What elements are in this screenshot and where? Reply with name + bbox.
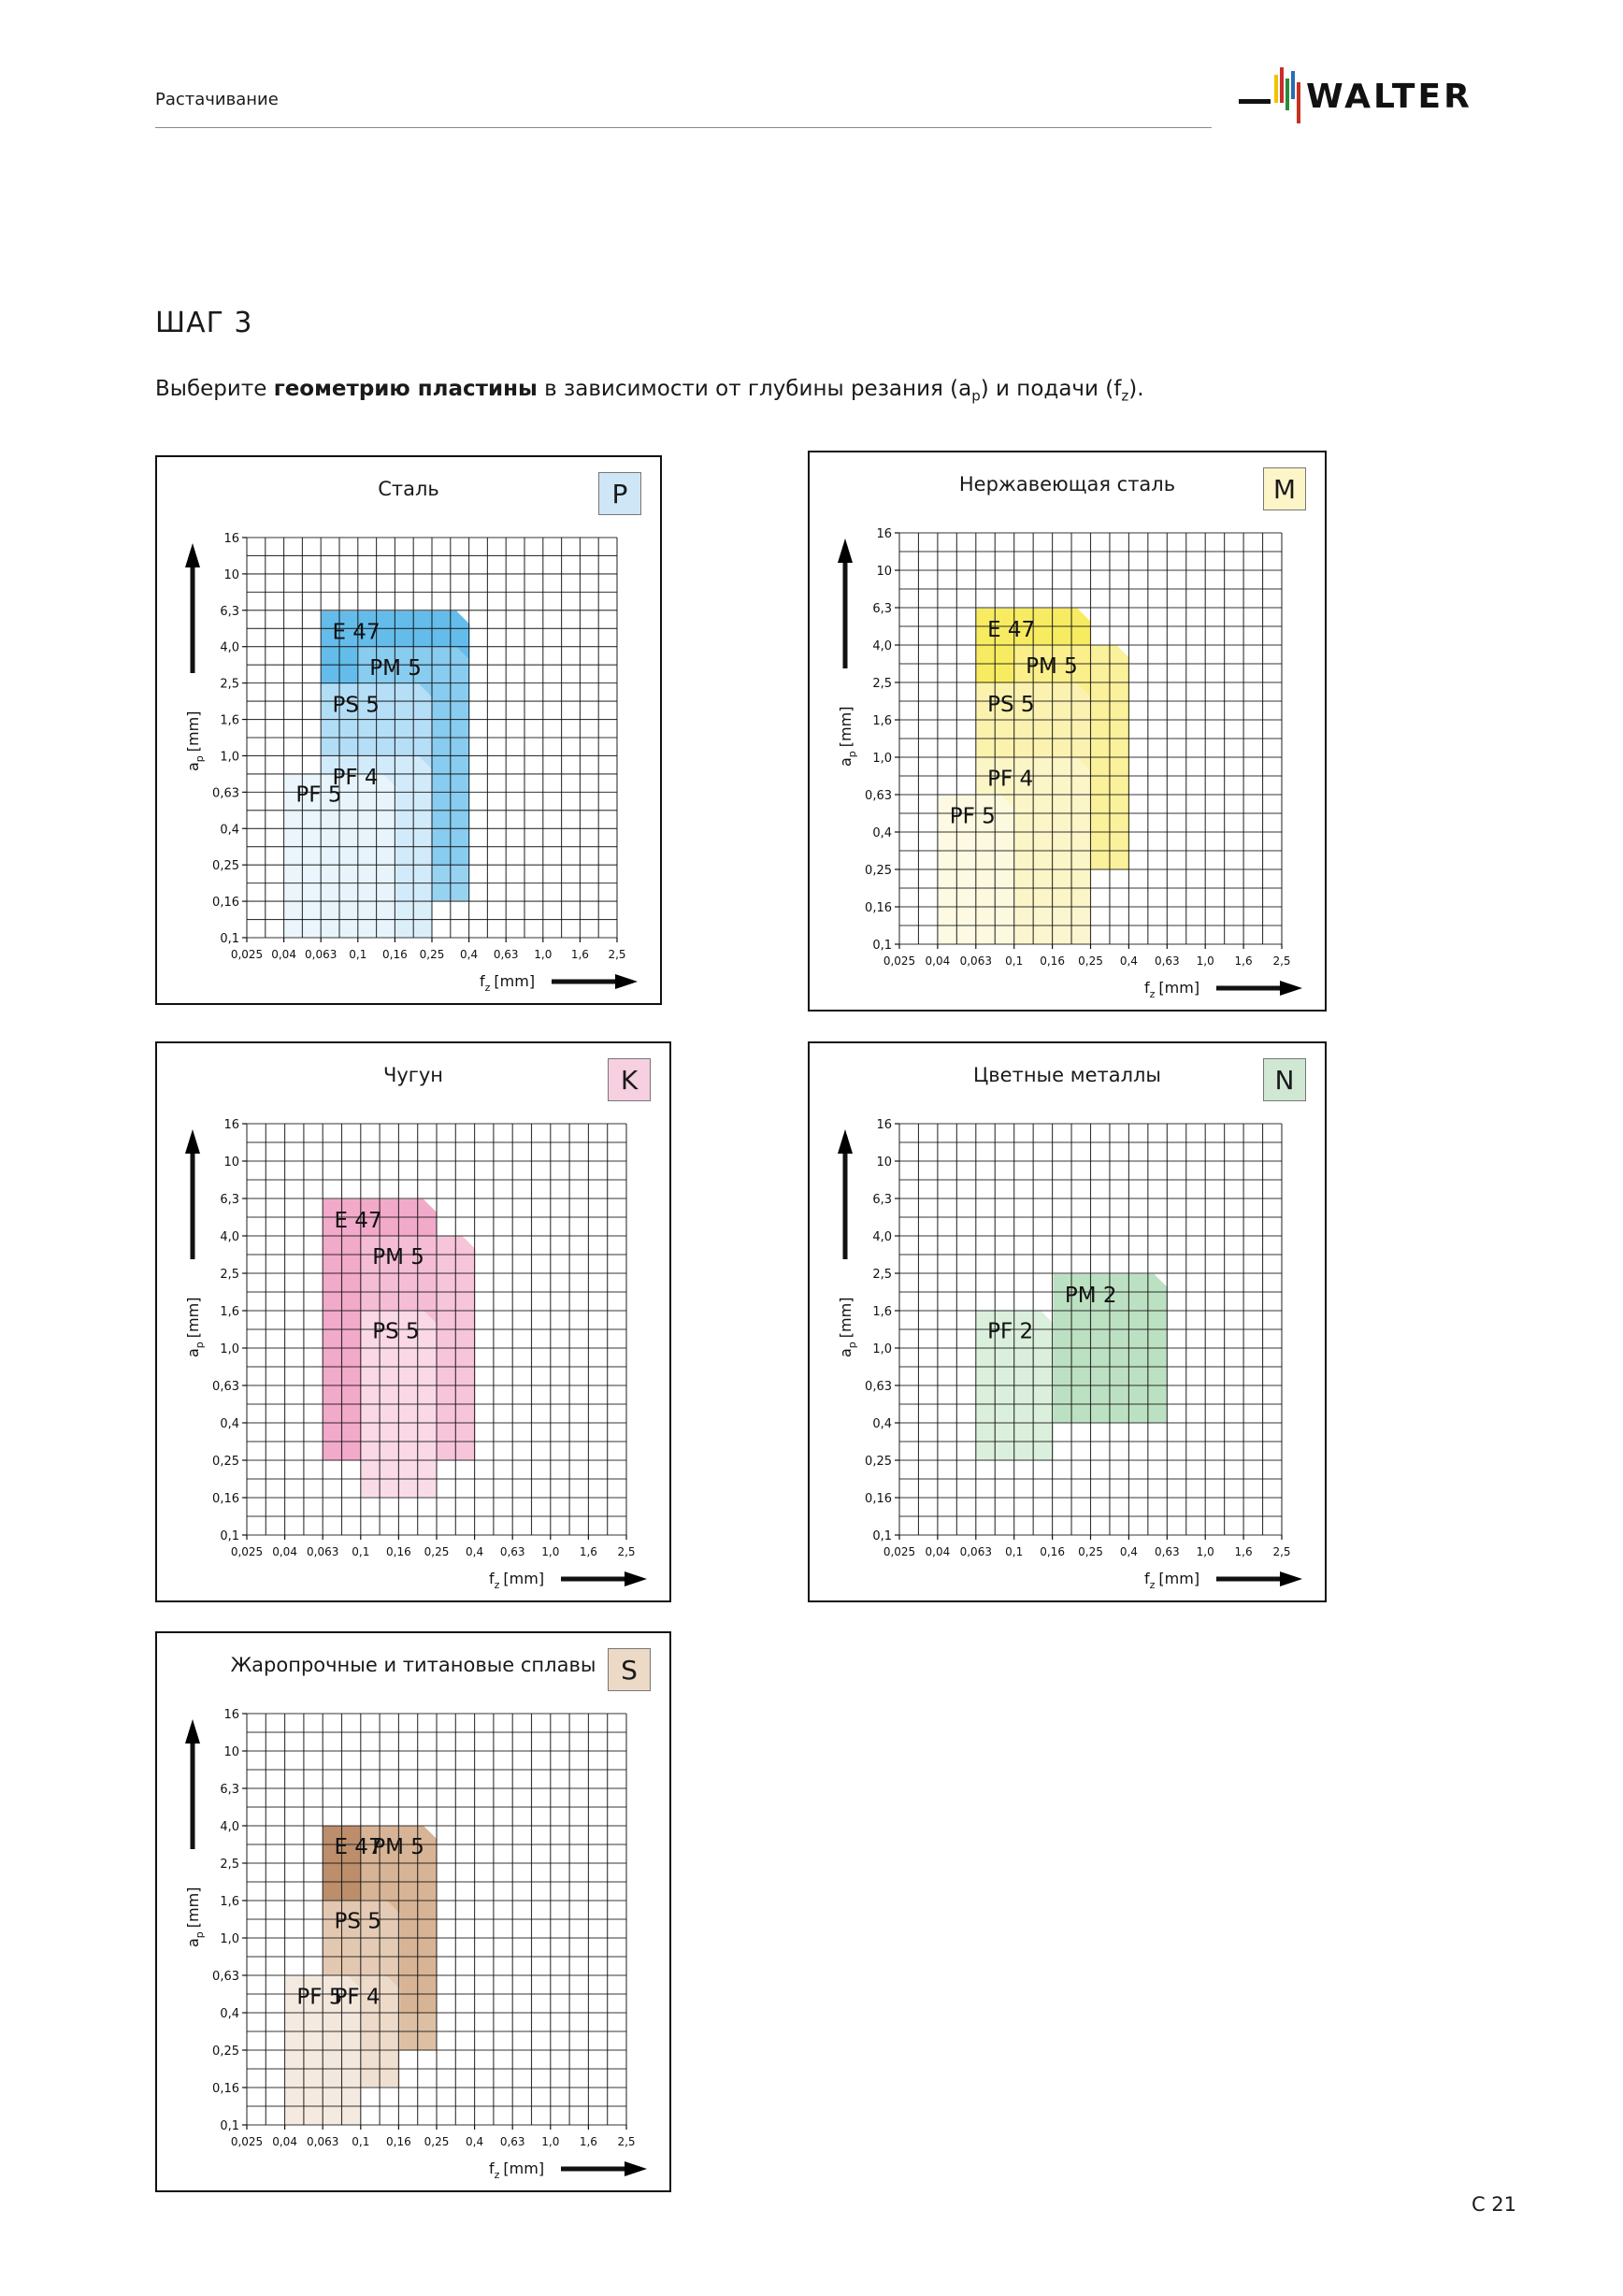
x-tick-label: 0,63 — [493, 948, 519, 961]
y-axis-label: $a_p[mm]$ — [837, 706, 858, 767]
x-axis-arrowhead — [1280, 981, 1302, 996]
y-tick-label: 0,1 — [220, 932, 239, 946]
y-tick-label: 2,5 — [220, 1858, 239, 1872]
y-tick-label: 10 — [223, 567, 239, 582]
x-tick-label: 0,063 — [959, 1545, 992, 1558]
x-axis-arrowhead — [625, 1571, 647, 1586]
y-axis-arrowhead — [185, 1129, 200, 1154]
x-tick-label: 0,063 — [307, 2135, 339, 2148]
x-tick-label: 0,63 — [1154, 1545, 1180, 1558]
x-axis-label: $f_z$ [mm] — [1144, 979, 1200, 1000]
y-tick-label: 1,0 — [872, 1342, 892, 1356]
y-axis-label: $a_p[mm]$ — [184, 1297, 206, 1357]
x-tick-label: 0,4 — [460, 948, 479, 961]
header-divider — [155, 127, 1212, 128]
x-tick-label: 0,16 — [386, 2135, 411, 2148]
x-tick-label: 0,04 — [925, 1545, 951, 1558]
y-tick-label: 0,1 — [872, 939, 892, 953]
y-tick-label: 0,4 — [872, 1417, 892, 1431]
chart-panel-heat-resistant — [155, 1631, 671, 2192]
x-tick-label: 0,1 — [352, 1545, 370, 1558]
x-tick-label: 2,5 — [608, 948, 626, 961]
region-label: PF 4 — [334, 1985, 381, 2010]
region-label: PS 5 — [987, 692, 1035, 717]
region-label: PM 5 — [372, 1835, 424, 1860]
y-tick-label: 1,6 — [220, 1305, 239, 1319]
region-label: PM 2 — [1064, 1283, 1117, 1308]
x-tick-label: 1,0 — [541, 2135, 560, 2148]
y-tick-label: 4,0 — [220, 640, 239, 655]
y-tick-label: 0,25 — [212, 859, 239, 874]
x-tick-label: 0,025 — [883, 954, 916, 968]
chart-panel-nonferrous — [808, 1041, 1327, 1602]
y-tick-label: 6,3 — [872, 602, 892, 616]
x-tick-label: 0,16 — [1040, 1545, 1065, 1558]
y-axis-label: $a_p[mm]$ — [184, 1887, 206, 1947]
region-label: PM 5 — [372, 1245, 424, 1270]
x-tick-label: 0,63 — [1154, 954, 1180, 968]
y-axis-arrowhead — [838, 538, 853, 563]
chart-title: Цветные металлы — [972, 1064, 1162, 1086]
y-tick-label: 16 — [876, 527, 892, 541]
material-badge: M — [1263, 467, 1306, 510]
y-tick-label: 0,16 — [865, 1492, 892, 1506]
x-tick-label: 0,04 — [272, 2135, 297, 2148]
x-tick-label: 0,025 — [230, 948, 264, 961]
region-label: E 47 — [987, 617, 1036, 642]
x-tick-label: 2,5 — [1272, 954, 1291, 968]
chart-plot — [157, 1633, 669, 2190]
x-tick-label: 1,0 — [534, 948, 553, 961]
x-tick-label: 1,6 — [570, 948, 589, 961]
x-tick-label: 0,025 — [230, 1545, 264, 1558]
x-tick-label: 2,5 — [617, 2135, 636, 2148]
y-tick-label: 2,5 — [220, 677, 239, 692]
chart-panel-cast-iron — [155, 1041, 671, 1602]
x-axis-label: $f_z$ [mm] — [489, 1570, 545, 1591]
x-tick-label: 0,1 — [352, 2135, 370, 2148]
y-tick-label: 2,5 — [872, 677, 892, 691]
x-tick-label: 0,1 — [1005, 1545, 1024, 1558]
y-tick-label: 4,0 — [220, 1820, 239, 1834]
chart-panel-steel — [155, 455, 662, 1005]
y-tick-label: 0,63 — [212, 1380, 239, 1394]
x-axis-label: $f_z$ [mm] — [489, 2160, 545, 2181]
x-tick-label: 0,4 — [1119, 1545, 1138, 1558]
x-tick-label: 0,04 — [271, 948, 296, 961]
region-label: PS 5 — [372, 1319, 420, 1344]
chart-title: Сталь — [378, 478, 439, 500]
material-badge: S — [608, 1648, 651, 1691]
x-tick-label: 0,063 — [305, 948, 338, 961]
x-axis-label: $f_z$ [mm] — [1144, 1570, 1200, 1591]
y-tick-label: 2,5 — [872, 1268, 892, 1282]
section-title: Растачивание — [155, 90, 279, 109]
chart-title: Нержавеющая сталь — [958, 473, 1176, 495]
y-tick-label: 6,3 — [220, 1783, 239, 1797]
x-tick-label: 2,5 — [617, 1545, 636, 1558]
region-label: PF 5 — [949, 804, 996, 829]
y-tick-label: 0,1 — [220, 1529, 239, 1543]
x-tick-label: 0,63 — [499, 2135, 525, 2148]
svg-text:WALTER: WALTER — [1306, 78, 1472, 116]
y-tick-label: 0,63 — [212, 786, 239, 801]
y-tick-label: 1,0 — [220, 1342, 239, 1356]
y-tick-label: 0,63 — [865, 1380, 892, 1394]
y-tick-label: 0,16 — [212, 2082, 239, 2096]
chart-plot — [157, 457, 660, 1003]
material-badge: P — [598, 472, 641, 515]
y-tick-label: 4,0 — [872, 1230, 892, 1244]
x-tick-label: 0,16 — [386, 1545, 411, 1558]
y-tick-label: 1,6 — [220, 713, 239, 728]
y-tick-label: 1,6 — [872, 1305, 892, 1319]
y-tick-label: 0,63 — [212, 1970, 239, 1984]
region-label: PM 5 — [1026, 654, 1078, 680]
y-tick-label: 10 — [876, 1155, 892, 1170]
y-tick-label: 16 — [223, 1118, 239, 1132]
x-tick-label: 0,16 — [1040, 954, 1065, 968]
chart-title: Жаропрочные и титановые сплавы — [230, 1654, 596, 1676]
y-tick-label: 1,0 — [872, 752, 892, 766]
step-title: ШАГ 3 — [155, 307, 253, 339]
y-tick-label: 16 — [876, 1118, 892, 1132]
region-label: E 47 — [334, 1208, 382, 1233]
y-tick-label: 16 — [223, 1708, 239, 1722]
x-tick-label: 0,025 — [230, 2135, 264, 2148]
y-tick-label: 1,0 — [220, 750, 239, 765]
x-tick-label: 0,25 — [424, 2135, 450, 2148]
x-tick-label: 1,0 — [1196, 1545, 1214, 1558]
region-label: PS 5 — [334, 1909, 381, 1934]
y-tick-label: 1,0 — [220, 1932, 239, 1946]
x-tick-label: 0,25 — [424, 1545, 450, 1558]
chart-panel-stainless — [808, 451, 1327, 1012]
x-tick-label: 0,16 — [382, 948, 408, 961]
x-tick-label: 0,063 — [307, 1545, 339, 1558]
y-tick-label: 0,16 — [865, 901, 892, 915]
page-number: C 21 — [1471, 2193, 1516, 2216]
x-tick-label: 0,1 — [1005, 954, 1024, 968]
y-tick-label: 0,4 — [220, 2007, 239, 2021]
material-badge: N — [1263, 1058, 1306, 1101]
x-tick-label: 1,6 — [1234, 1545, 1253, 1558]
x-tick-label: 1,0 — [541, 1545, 560, 1558]
x-tick-label: 2,5 — [1272, 1545, 1291, 1558]
y-tick-label: 0,4 — [220, 1417, 239, 1431]
y-tick-label: 1,6 — [872, 714, 892, 728]
region-label: E 47 — [334, 1835, 382, 1860]
x-tick-label: 0,4 — [466, 1545, 484, 1558]
x-tick-label: 0,63 — [499, 1545, 525, 1558]
x-tick-label: 1,6 — [579, 2135, 597, 2148]
y-axis-arrowhead — [838, 1129, 853, 1154]
y-tick-label: 0,25 — [865, 864, 892, 878]
y-tick-label: 0,16 — [212, 1492, 239, 1506]
y-tick-label: 10 — [223, 1745, 239, 1759]
region-label: PF 2 — [987, 1319, 1034, 1344]
x-axis-arrowhead — [625, 2161, 647, 2176]
chart-plot — [810, 452, 1325, 1010]
chart-plot — [810, 1043, 1325, 1600]
chart-title: Чугун — [382, 1064, 443, 1086]
y-tick-label: 4,0 — [872, 639, 892, 653]
x-tick-label: 0,25 — [419, 948, 445, 961]
x-axis-label: $f_z$ [mm] — [480, 972, 536, 994]
chart-plot — [157, 1043, 669, 1600]
x-tick-label: 1,6 — [579, 1545, 597, 1558]
y-tick-label: 10 — [223, 1155, 239, 1170]
x-tick-label: 0,04 — [925, 954, 951, 968]
y-axis-label: $a_p[mm]$ — [184, 710, 206, 771]
y-tick-label: 0,63 — [865, 789, 892, 803]
y-tick-label: 2,5 — [220, 1268, 239, 1282]
x-tick-label: 1,6 — [1234, 954, 1253, 968]
y-tick-label: 6,3 — [220, 604, 239, 619]
x-tick-label: 0,4 — [466, 2135, 484, 2148]
y-tick-label: 0,16 — [212, 896, 239, 911]
y-tick-label: 0,4 — [220, 823, 239, 838]
y-tick-label: 0,25 — [865, 1455, 892, 1469]
region-label: E 47 — [332, 620, 381, 645]
intro-text: Выберите геометрию пластины в зависимости от глубины резания $(a_p)$ и подачи $(f_z)$. — [155, 377, 1144, 405]
x-tick-label: 0,063 — [959, 954, 992, 968]
y-tick-label: 0,4 — [872, 826, 892, 840]
y-tick-label: 6,3 — [872, 1193, 892, 1207]
walter-logo — [1239, 62, 1519, 133]
y-tick-label: 4,0 — [220, 1230, 239, 1244]
region-label: PS 5 — [332, 693, 380, 718]
y-axis-label: $a_p[mm]$ — [837, 1297, 858, 1357]
y-tick-label: 0,25 — [212, 2045, 239, 2059]
x-tick-label: 0,04 — [272, 1545, 297, 1558]
region-label: PF 5 — [295, 782, 342, 808]
x-tick-label: 0,4 — [1119, 954, 1138, 968]
region-label: PF 4 — [332, 765, 379, 790]
y-tick-label: 0,1 — [220, 2119, 239, 2133]
y-tick-label: 16 — [223, 532, 239, 546]
region-label: PM 5 — [369, 655, 422, 681]
x-tick-label: 1,0 — [1196, 954, 1214, 968]
y-axis-arrowhead — [185, 1719, 200, 1744]
y-tick-label: 1,6 — [220, 1895, 239, 1909]
y-tick-label: 0,1 — [872, 1529, 892, 1543]
x-axis-arrowhead — [615, 974, 638, 989]
region-label: PF 5 — [296, 1985, 343, 2010]
region-label: PF 4 — [987, 767, 1034, 792]
x-axis-arrowhead — [1280, 1571, 1302, 1586]
x-tick-label: 0,025 — [883, 1545, 916, 1558]
y-tick-label: 0,25 — [212, 1455, 239, 1469]
x-tick-label: 0,25 — [1078, 954, 1103, 968]
x-tick-label: 0,1 — [349, 948, 367, 961]
y-tick-label: 10 — [876, 565, 892, 579]
y-tick-label: 6,3 — [220, 1193, 239, 1207]
y-axis-arrowhead — [185, 543, 200, 567]
x-tick-label: 0,25 — [1078, 1545, 1103, 1558]
material-badge: K — [608, 1058, 651, 1101]
